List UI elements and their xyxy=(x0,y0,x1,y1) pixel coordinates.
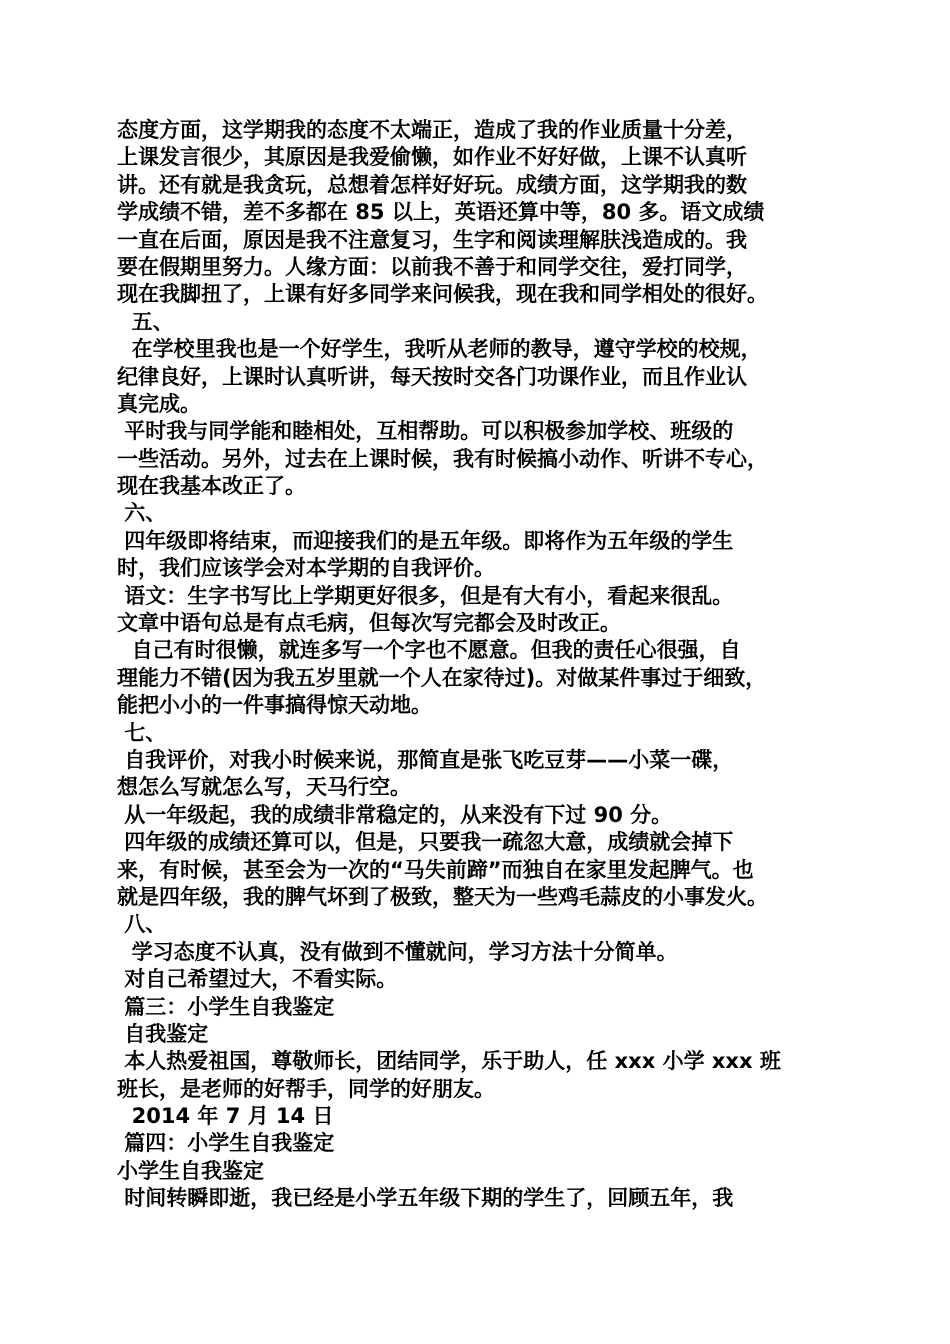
text-line: 自己有时很懒，就连多写一个字也不愿意。但我的责任心很强，自 xyxy=(117,638,741,663)
text-line: 想怎么写就怎么写，天马行空。 xyxy=(117,775,411,800)
text-line: 自我评价，对我小时候来说，那简直是张飞吃豆芽——小菜一碟， xyxy=(117,747,734,772)
text-line: 时间转瞬即逝，我已经是小学五年级下期的学生了，回顾五年，我 xyxy=(117,1186,734,1211)
article-heading: 篇四：小学生自我鉴定 xyxy=(117,1131,335,1156)
text-line: 现在我脚扭了，上课有好多同学来问候我，现在我和同学相处的很好。 xyxy=(117,282,768,307)
document-body xyxy=(117,117,845,1213)
text-line: 学成绩不错，差不多都在 85 以上，英语还算中等，80 多。语文成绩 xyxy=(117,200,765,225)
date-line: 2014 年 7 月 14 日 xyxy=(117,1104,334,1129)
text-line: 来，有时候，甚至会为一次的“马失前蹄”而独自在家里发起脾气。也 xyxy=(117,857,754,882)
section-heading: 七、 xyxy=(117,720,167,745)
text-line: 理能力不错(因为我五岁里就一个人在家待过)。对做某件事过于细致， xyxy=(117,665,767,690)
section-heading: 六、 xyxy=(117,501,167,526)
text-line: 学习态度不认真，没有做到不懂就问，学习方法十分简单。 xyxy=(117,939,678,964)
text-line: 文章中语句总是有点毛病，但每次写完都会及时改正。 xyxy=(117,611,621,636)
article-heading: 篇三：小学生自我鉴定 xyxy=(117,994,335,1019)
text-line: 真完成。 xyxy=(117,391,201,416)
text-line: 能把小小的一件事搞得惊天动地。 xyxy=(117,693,432,718)
text-line: 要在假期里努力。人缘方面：以前我不善于和同学交往，爱打同学， xyxy=(117,254,747,279)
text-line: 纪律良好，上课时认真听讲，每天按时交各门功课作业，而且作业认 xyxy=(117,364,747,389)
text-line: 一些活动。另外，过去在上课时候，我有时候搞小动作、听讲不专心， xyxy=(117,446,768,471)
text-line: 对自己希望过大，不看实际。 xyxy=(117,967,398,992)
text-line: 就是四年级，我的脾气坏到了极致，整天为一些鸡毛蒜皮的小事发火。 xyxy=(117,884,768,909)
article-subtitle: 小学生自我鉴定 xyxy=(117,1158,264,1183)
text-line: 上课发言很少，其原因是我爱偷懒，如作业不好好做，上课不认真听 xyxy=(117,145,747,170)
text-line: 语文：生字书写比上学期更好很多，但是有大有小，看起来很乱。 xyxy=(117,583,734,608)
text-line: 班长，是老师的好帮手，同学的好朋友。 xyxy=(117,1076,495,1101)
text-line: 时，我们应该学会对本学期的自我评价。 xyxy=(117,556,495,581)
text-line: 四年级即将结束，而迎接我们的是五年级。即将作为五年级的学生 xyxy=(117,528,734,553)
text-line: 本人热爱祖国，尊敬师长，团结同学，乐于助人，任 xxx 小学 xxx 班 xyxy=(117,1049,781,1074)
text-line: 讲。还有就是我贪玩，总想着怎样好好玩。成绩方面，这学期我的数 xyxy=(117,172,747,197)
section-heading: 八、 xyxy=(117,912,167,937)
section-heading: 五、 xyxy=(117,309,174,334)
text-line: 态度方面，这学期我的态度不太端正，造成了我的作业质量十分差， xyxy=(117,118,747,142)
text-line: 从一年级起，我的成绩非常稳定的，从来没有下过 90 分。 xyxy=(117,802,673,827)
text-line: 一直在后面，原因是我不注意复习，生字和阅读理解肤浅造成的。我 xyxy=(117,227,747,252)
text-line: 平时我与同学能和睦相处，互相帮助。可以积极参加学校、班级的 xyxy=(117,419,734,444)
text-line: 四年级的成绩还算可以，但是，只要我一疏忽大意，成绩就会掉下 xyxy=(117,830,734,855)
text-line: 在学校里我也是一个好学生，我听从老师的教导，遵守学校的校规， xyxy=(117,337,762,362)
article-subtitle: 自我鉴定 xyxy=(117,1021,209,1046)
text-line: 现在我基本改正了。 xyxy=(117,474,306,499)
